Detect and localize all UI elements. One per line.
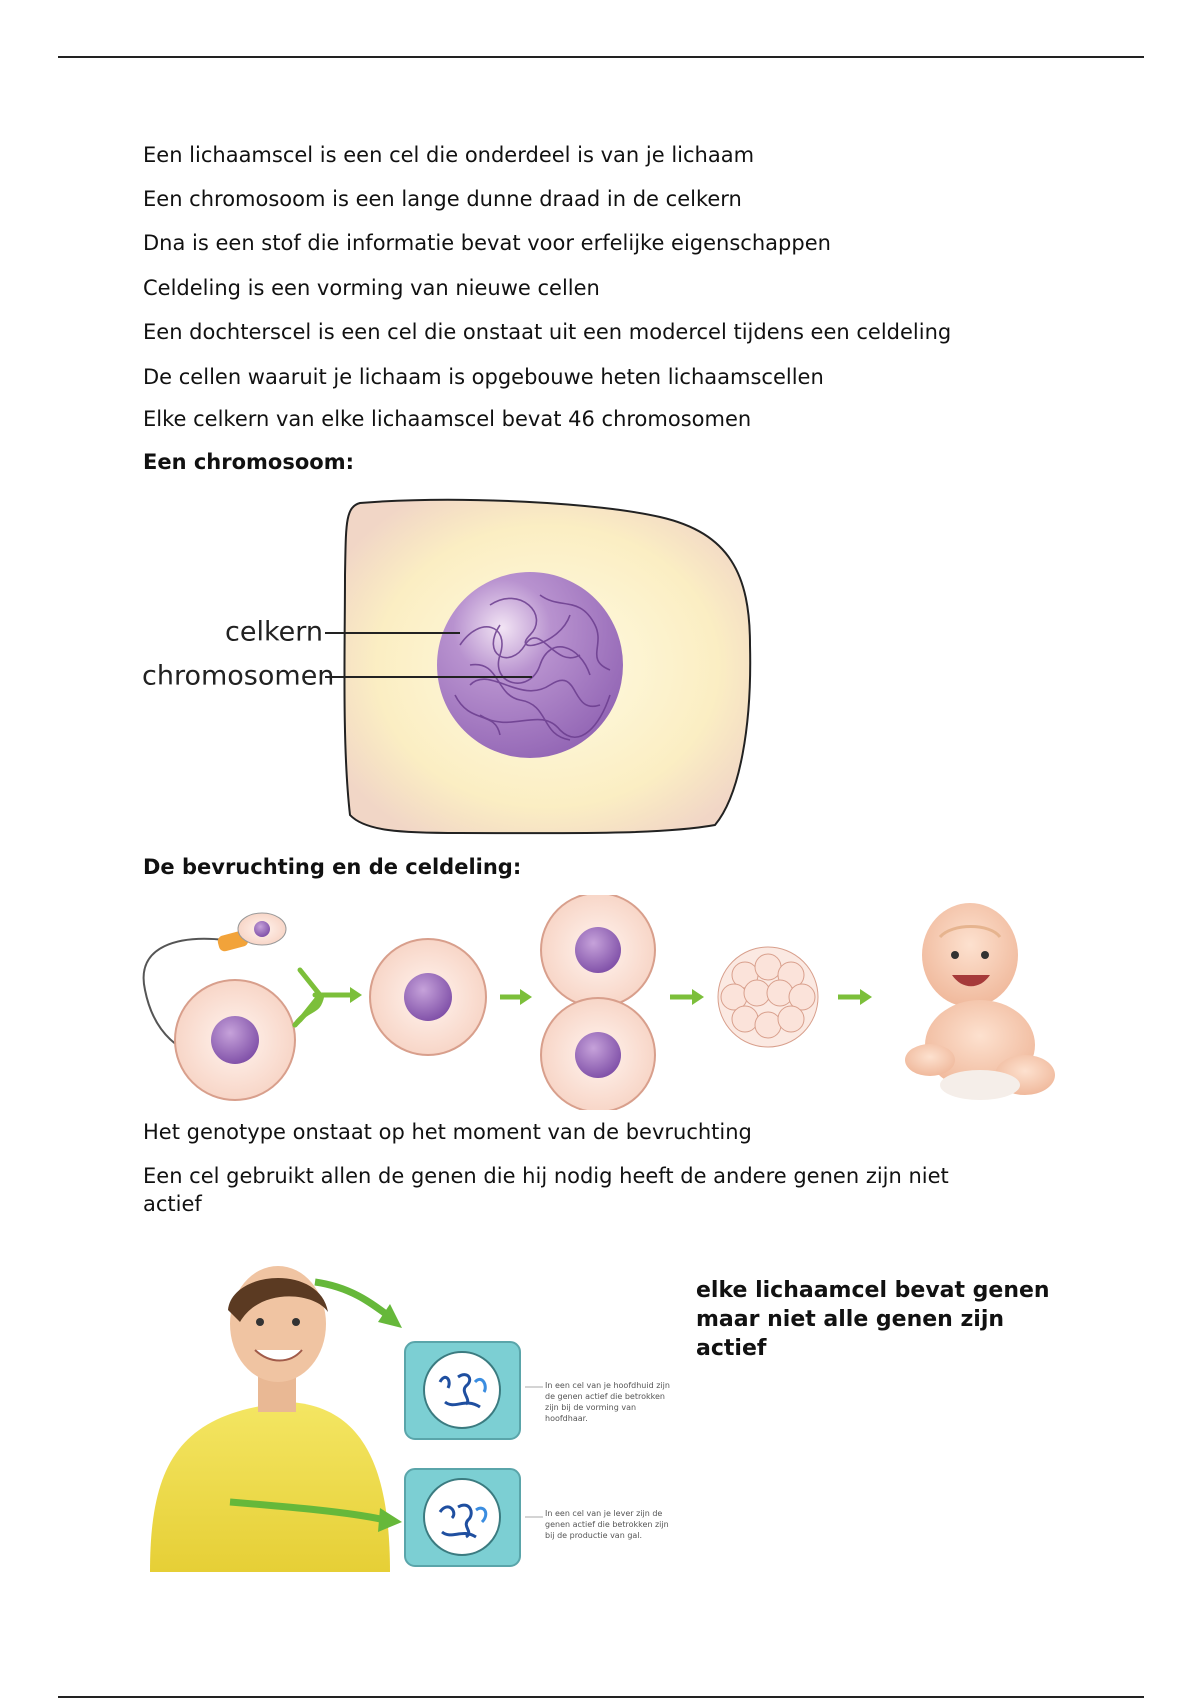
zygote-cell <box>370 939 486 1055</box>
arrow-to-scalp-cell <box>315 1282 390 1317</box>
label-celkern: celkern <box>225 616 323 648</box>
gene-activity-figure <box>140 1262 680 1577</box>
two-cell-stage <box>541 895 655 1110</box>
definition-lichaamscellen: De cellen waaruit je lichaam is opgebouwe heten lichaamscellen <box>143 365 824 389</box>
arrow-4 <box>838 989 872 1005</box>
top-rule <box>58 56 1144 58</box>
caption-liver-cell: In een cel van je lever zijn de genen actief die betrokken zijn bij de productie van gal. <box>545 1509 669 1540</box>
definition-dochtercel: Een dochterscel is een cel die onstaat uit een modercel tijdens een celdeling <box>143 320 952 344</box>
heading-bevruchting: De bevruchting en de celdeling: <box>143 855 522 879</box>
cell-nucleus-figure <box>140 495 760 840</box>
fertilization-arrow <box>295 970 350 1025</box>
arrow-3 <box>670 989 704 1005</box>
definition-46-chromosomen: Elke celkern van elke lichaamscel bevat 46 chromosomen <box>143 407 752 431</box>
bottom-rule <box>58 1696 1144 1698</box>
scalp-cell-box <box>405 1342 520 1439</box>
definition-chromosoom: Een chromosoom is een lange dunne draad in de celkern <box>143 187 742 211</box>
person-photo <box>150 1266 390 1572</box>
definition-dna: Dna is een stof die informatie bevat voor erfelijke eigenschappen <box>143 231 831 255</box>
arrow-head-1 <box>350 987 362 1003</box>
egg-cell <box>175 980 295 1100</box>
arrow-2 <box>500 989 532 1005</box>
fertilization-figure <box>140 895 1060 1110</box>
label-chromosomen: chromosomen <box>142 660 335 692</box>
arrow-head-liver <box>378 1508 402 1532</box>
morula <box>718 947 818 1047</box>
nucleus <box>437 572 623 758</box>
definition-celdeling: Celdeling is een vorming van nieuwe cellen <box>143 276 600 300</box>
active-genes-text: Een cel gebruikt allen de genen die hij nodig heeft de andere genen zijn niet actief <box>143 1164 949 1216</box>
genotype-text: Het genotype onstaat op het moment van de bevruchting <box>143 1120 752 1144</box>
genes-note: elke lichaamcel bevat genen maar niet alle genen zijn actief <box>696 1278 1050 1361</box>
definition-lichaamscel: Een lichaamscel is een cel die onderdeel is van je lichaam <box>143 143 755 167</box>
baby-photo <box>905 903 1055 1100</box>
liver-cell-box <box>405 1469 520 1566</box>
caption-scalp-cell: In een cel van je hoofdhuid zijn de genen actief die betrokken zijn bij de vorming van hoofdhaar. <box>545 1381 670 1423</box>
heading-chromosoom: Een chromosoom: <box>143 450 354 474</box>
